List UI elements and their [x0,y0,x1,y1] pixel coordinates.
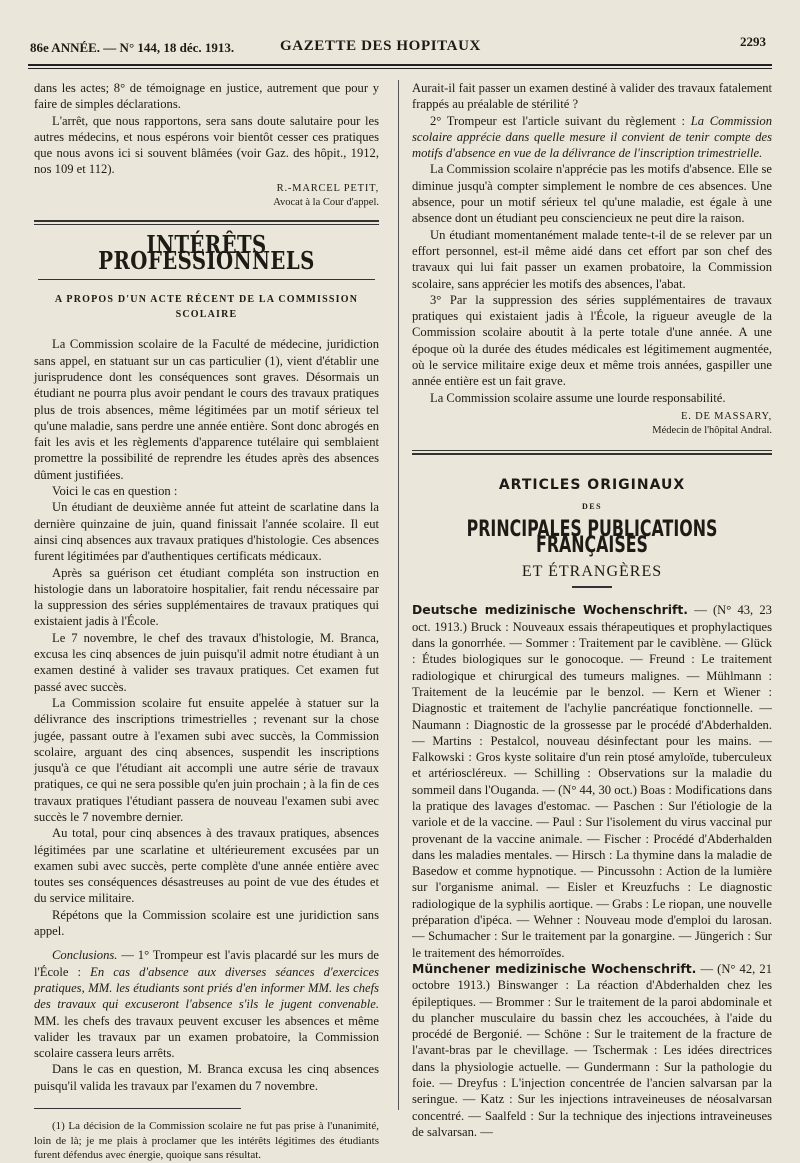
signature-block [412,410,772,438]
footnote: (1) La décision de la Commission scolaire ne fut pas prise à l'unanimité, loin de là; je me plais à proclamer que les intérêts légitimes des étudiants furent défendus avec énergie, quoique sans résultat. [34,1120,379,1162]
article-subtitle: A PROPOS D'UN ACTE RÉCENT DE LA COMMISSION SCOLAIRE [54,294,359,321]
right-column [412,80,772,1140]
body-paragraph: Après sa guérison cet étudiant compléta son instruction en histologie dans un laboratoire hospitalier, fait rendu nécessaire par la suppression des séries supplémentaires de travaux pratiques qui existaient jadis à l'École. [34,565,379,629]
short-rule [572,586,612,588]
body-paragraph: Dans le cas en question, M. Branca excusa les cinq absences puisqu'il valida les travaux par l'examen du 7 novembre. [34,1062,379,1093]
journal-name: Münchener medizinische Wochenschrift. [412,960,697,976]
section-divider [412,450,772,455]
page-number: 2293 [740,34,766,49]
point-2-quote: La Commission scolaire apprécie dans quelle mesure il convient de tenir compte des motifs d'absence en vue de la délivrance de l'inscription trimestrielle. [412,113,773,161]
body-paragraph: La Commission scolaire n'apprécie pas les motifs d'absence. Elle se diminue jusqu'à compter simplement le nombre de ces absences. Une absence, pour un motif sérieux tel qu'une maladie, est égale à une absence dont un étudiant peu consciencieux ne peut dire la raison. [412,162,772,226]
point-2-prefix: 2° Trompeur est l'article suivant du règlement : [430,113,691,128]
section-title-rule [38,279,375,280]
intro-paragraph: dans les actes; 8° de témoignage en justice, autrement que pour y faire de simples déclarations. [34,81,379,112]
footnote-rule [34,1108,241,1109]
journal-entry [412,602,772,961]
body-paragraph: La Commission scolaire assume une lourde responsabilité. [430,390,726,405]
column-separator [398,80,399,1110]
body-paragraph: Le 7 novembre, le chef des travaux d'histologie, M. Branca, excusa les cinq absences de juin puisqu'il admit notre étudiant à un examen destiné à valider ses travaux pratiques. Cet examen fut passé avec succès. [34,630,379,694]
body-paragraph: Un étudiant de deuxième année fut atteint de scarlatine dans la dernière quinzaine de juin, quand finissait l'année scolaire. Il eut ainsi cinq absences aux travaux pratiques d'histologie. Ces absences furent légitimées par d'authentiques certificats médicaux. [34,500,379,564]
articles-main-heading: PRINCIPALES PUBLICATIONS FRANÇAISES [466,516,718,558]
signature-block [34,182,379,210]
signature-title: Médecin de l'hôpital Andral. [652,424,772,436]
conclusions-quote: En cas d'absence aux diverses séances d'exercices pratiques, MM. les étudiants sont priés d'en informer MM. les chefs des travaux qui excuseront l'absence s'ils le jugent convenable. [34,964,379,1012]
journal-entry [412,961,772,1140]
signature-title: Avocat à la Cour d'appel. [273,196,379,208]
page-header [30,34,770,62]
signature-name: E. DE MASSARY, [681,410,772,422]
issue-info: 86e ANNÉE. — N° 144, 18 déc. 1913. [30,40,235,55]
intro-paragraph: L'arrêt, que nous rapportons, sera sans doute salutaire pour les autres médecins, et nous espérons voir bientôt cesser ces pratiques que nous avons ici si souvent blâmées (voir Gaz. des hôpit., 1912, nos 109 et 112). [34,113,379,177]
articles-subheading: ET ÉTRANGÈRES [521,563,663,581]
header-rule [28,64,772,66]
journal-contents: — (N° 43, 23 oct. 1913.) Bruck : Nouveaux essais thérapeutiques et prophylactiques dans la gonorrhée. — Sommer : Traitement par le caviblène. — Glück : Études biologiques sur le gonocoque. — Freund : Le traitement radiologique et chirurgical des tumeurs malignes. — Mühlmann : Traitement de la leucémie par le benzol. — Kern et Wiener : Diagnostic et traitement de l'achylie pancréatique fonctionnelle. — Naumann : Diagnostic de la grossesse par le procédé d'Abderhalden. — Martins : Pestalcol, nouveau désinfectant pour les mains. — Falkowski : Gros kyste solitaire d'un rein ptosé amyloïde, tuberculeux et artérioscléreux. — Schilling : Observations sur la maladie du sommeil dans l'Ouganda. — (N° 44, 30 oct.) Boas : Modifications dans la pratique des lavages d'estomac. — Paschen : Sur l'étiologie de la variole et de la vaccine. — Paul : Sur l'isolement du virus vaccinal pur provenant de la vaccine animale. — Fischer : Procédé d'Abderhalden dans les maladies mentales. — Hirsch : La thymine dans la maladie de Basedow et comme hypnotique. — Pincussohn : Action de la lumière sur l'organisme animal. — Eisler et Kreuzfuchs : Le diagnostic radiologique de la syphilis aortique. — Grabs : Le riopan, une nouvelle préparation d'ipéca. — Wehner : Nouveau mode d'emploi du larosan. — Schumacher : Sur le traitement par la gonargine. — Jüngerich : Sur le traitement des hémorroïdes. [412,603,772,960]
body-paragraph: Un étudiant momentanément malade tente-t-il de se relever par un effort personnel, est-il même aidé dans cet effort par son chef des travaux qui lui fait passer un examen probatoire, la Commission scolaire, sans apprécier les motifs des absences, l'abat. [412,227,772,291]
signature-name: R.-MARCEL PETIT, [276,182,379,194]
body-paragraph: Voici le cas en question : [52,484,178,499]
header-rule-thin [28,68,772,69]
journal-contents: — (N° 42, 21 octobre 1913.) Binswanger : La réaction d'Abderhalden chez les épileptiques. — Brommer : Sur le traitement de la paroi abdominale et du plancher musculaire du bassin chez les accouchées, à l'aide du procédé de Bergonié. — Schöne : Sur le traitement de la fracture de l'avant-bras par le chevillage. — Tschermak : Les idées directrices dans la physiologie actuelle. — Gundermann : Sur la pathologie du foie. — Dreyfus : L'injection concentrée de l'ancien salvarsan par la seringue. — Katz : Sur les injections intraveineuses de néosalvarsan concentré. — Saalfeld : Sur la technique des injections intraveineuses de salvarsan. — [412,961,772,1139]
body-paragraph: Au total, pour cinq absences à des travaux pratiques, absences légitimées par une scarlatine et ultérieurement excusées par un examen subi avec succès, perte complète d'une année entière avec toutes ses conséquences désastreuses au point de vue des études et du service militaire. [34,826,379,906]
section-divider [34,220,379,225]
body-paragraph: Répétons que la Commission scolaire est une juridiction sans appel. [34,907,379,939]
conclusions-text: — 1° Trompeur est l'avis placardé sur les murs de l'École : [34,948,379,979]
point-2-paragraph [412,113,772,162]
left-column [34,80,379,1163]
body-paragraph: Aurait-il fait passer un examen destiné à valider des travaux fatalement frappés au préalable de stérilité ? [412,81,772,112]
body-paragraph: 3° Par la suppression des séries supplémentaires de travaux pratiques qui existaient jadis à l'École, la rigueur aveugle de la Commission scolaire aboutit à la perte totale d'une année. A une époque où la durée des études médicales est légitimement augmentée, où le service militaire exige deux et même trois années, gaspiller une année entière est un fait grave. [412,292,772,389]
articles-title: ARTICLES ORIGINAUX [498,476,686,493]
body-paragraph: La Commission scolaire fut ensuite appelée à statuer sur la délivrance des inscriptions trimestrielles ; revenant sur la chose jugée, passant outre à l'examen subi avec succès, la Commission scolaire, arguant des cinq absences, suspendit les inscriptions jusqu'à ce que l'étudiant ait accompli une autre série de travaux pratiques, ce qui ne sera possible qu'en juin prochain ; à la fin de ces travaux pratiques l'étudiant passera de nouveau l'examen subi avec succès le 7 novembre dernier. [34,695,379,824]
journal-name: Deutsche medizinische Wochenschrift. [412,602,689,618]
conclusions-text-end: MM. les chefs des travaux peuvent excuser les absences et même valider les travaux par un examen probatoire, la Commission scolaire cassera leurs arrêts. [34,1013,379,1061]
articles-des: DES [581,502,603,512]
conclusions-label: Conclusions. [52,948,118,963]
conclusions-paragraph [34,947,379,1061]
body-paragraph: La Commission scolaire de la Faculté de médecine, juridiction sans appel, en statuant sur un cas particulier (1), vient d'établir une jurisprudence dont les conséquences sont graves. Désormais un étudiant ne pourra plus avoir pendant le cours des travaux pratiques plus de trois absences, même légitimées par un motif sérieux tel qu'une maladie, sans perdre une année entière. Sont donc abrogés en fait les avis et les règlements d'apparence tutélaire qui semblaient promettre la possibilité de reprendre les études après des absences dûment justifiées. [34,337,379,482]
section-title: INTÉRÊTS PROFESSIONNELS [98,229,315,276]
journal-title: GAZETTE DES HOPITAUX [280,38,481,54]
